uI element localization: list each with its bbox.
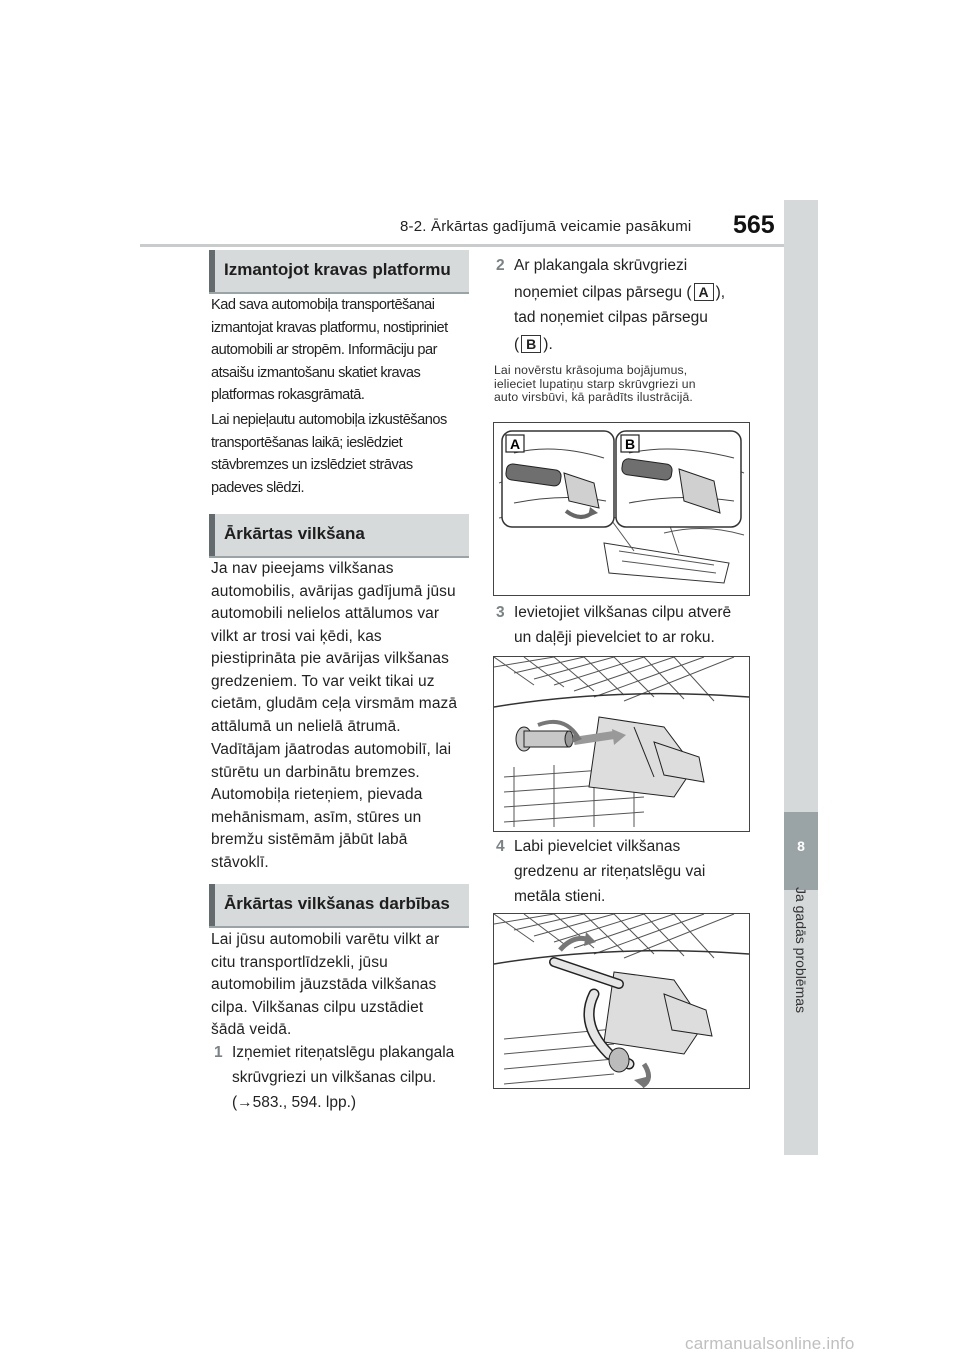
text-line: ielieciet lupatiņu starp skrūvgriezi un — [494, 376, 696, 391]
text-line: automobili nelielos attālumos var — [211, 605, 440, 622]
header-divider — [140, 244, 790, 247]
text-line: transportēšanas laikā; ieslēdziet — [211, 434, 403, 451]
text-line: Lai novērstu krāsojuma bojājumus, — [494, 363, 688, 377]
text-line: Izņemiet riteņatslēgu plakangala — [232, 1044, 455, 1061]
text-line: Labi pievelciet vilkšanas — [514, 838, 681, 855]
text-line: vilkt ar trosi vai ķēdi, kas — [211, 627, 382, 645]
figure-label-b: B — [624, 436, 636, 452]
section-heading-text: Izmantojot kravas platformu — [224, 260, 451, 279]
text-line: padeves slēdzi. — [211, 479, 305, 496]
illustration-insert-eyelet — [493, 656, 750, 832]
text-line: stāvoklī. — [211, 853, 269, 871]
text-line: Kad sava automobiļa transportēšanai — [211, 297, 435, 313]
step-4 — [496, 834, 764, 909]
step-1 — [214, 1040, 472, 1115]
text-line: mehānismam, asīm, stūres un — [211, 808, 422, 826]
text-line: skrūvgriezi un vilkšanas cilpu. — [232, 1069, 437, 1086]
step-number: 4 — [496, 838, 505, 855]
chapter-number: 8 — [797, 838, 805, 854]
text-line: šādā veidā. — [211, 1021, 292, 1038]
text-line: tad noņemiet cilpas pārsegu — [514, 309, 708, 326]
text-line: automobilis, avārijas gadījumā jūsu — [211, 582, 456, 600]
text-line: attālumā un nelielā ātrumā. — [211, 717, 401, 735]
section-heading-towing-procedure — [209, 884, 469, 928]
text-line: Lai jūsu automobili varētu vilkt ar — [211, 931, 440, 948]
text-line: Ar plakangala skrūvgriezi — [514, 257, 688, 274]
text-line: gredzeniem. To var veikt tikai uz — [211, 672, 435, 690]
text-line: automobilim jāuzstāda vilkšanas — [211, 976, 437, 993]
text-line: Ja nav pieejams vilkšanas — [211, 560, 394, 577]
watermark: carmanualsonline.info — [685, 1334, 855, 1353]
text-line: Vadītājam jāatrodas automobilī, lai — [211, 741, 452, 758]
text-line: metāla stieni. — [514, 888, 606, 905]
text-line: gredzenu ar riteņatslēgu vai — [514, 863, 706, 880]
text-line: auto virsbūvi, kā parādīts ilustrācijā. — [494, 390, 693, 404]
section-heading-text: Ārkārtas vilkšanas darbības — [224, 894, 450, 913]
page-number: 565 — [733, 211, 775, 239]
paragraph-platform-1 — [211, 294, 471, 407]
text-line: cietām, gludām ceļa virsmām mazā — [211, 695, 458, 712]
running-header: 8-2. Ārkārtas gadījumā veicamie pasākumi — [400, 218, 692, 235]
text-line: stūrētu un darbinātu bremzes. — [211, 763, 420, 781]
step-number: 2 — [496, 257, 505, 274]
illustration-remove-covers — [493, 422, 750, 596]
text-line: platformas rokasgrāmatā. — [211, 387, 365, 403]
paragraph-towing-1 — [211, 558, 473, 738]
text-line: bremžu sistēmām jābūt labā — [211, 831, 408, 848]
paragraph-procedure — [211, 929, 473, 1042]
step-3 — [496, 600, 764, 650]
paragraph-towing-2 — [211, 739, 473, 874]
section-heading-emergency-towing — [209, 514, 469, 558]
step-number: 3 — [496, 604, 505, 621]
text-line: automobili ar stropēm. Informāciju par — [211, 342, 437, 358]
illustration-tighten-eyelet — [493, 913, 750, 1089]
step-number: 1 — [214, 1044, 223, 1061]
paragraph-platform-2 — [211, 409, 471, 499]
chapter-label: Ja gadās problēmas — [793, 886, 809, 1014]
note-paint-protection — [494, 364, 764, 405]
text-line: Ievietojiet vilkšanas cilpu atverē — [514, 604, 732, 621]
text-line: izmantojat kravas platformu, nostipriniet — [211, 319, 448, 336]
figure-label-a: A — [509, 436, 521, 452]
text-line: stāvbremzes un izslēdziet strāvas — [211, 457, 413, 473]
section-heading-platform — [209, 250, 469, 294]
text-line: noņemiet cilpas pārsegu ( A ), — [514, 284, 726, 301]
text-line: Lai nepieļautu automobiļa izkustēšanos — [211, 412, 447, 428]
text-line: citu transportlīdzekli, jūsu — [211, 953, 388, 971]
text-line: piestiprināta pie avārijas vilkšanas — [211, 650, 449, 667]
text-line: ( B ). — [514, 336, 553, 353]
section-heading-text: Ārkārtas vilkšana — [224, 524, 365, 543]
label-b-box: B — [521, 335, 541, 353]
step-2 — [496, 253, 764, 357]
text-line: un daļēji pievelciet to ar roku. — [514, 629, 715, 646]
chapter-number-box — [784, 812, 818, 890]
label-a-box: A — [694, 283, 714, 301]
cross-reference: (→583., 594. lpp.) — [232, 1094, 357, 1111]
text-line: Automobiļa rieteņiem, pievada — [211, 786, 423, 803]
text-line: atsaišu izmantošanu skatiet kravas — [211, 364, 421, 381]
text-line: cilpa. Vilkšanas cilpu uzstādiet — [211, 998, 424, 1016]
